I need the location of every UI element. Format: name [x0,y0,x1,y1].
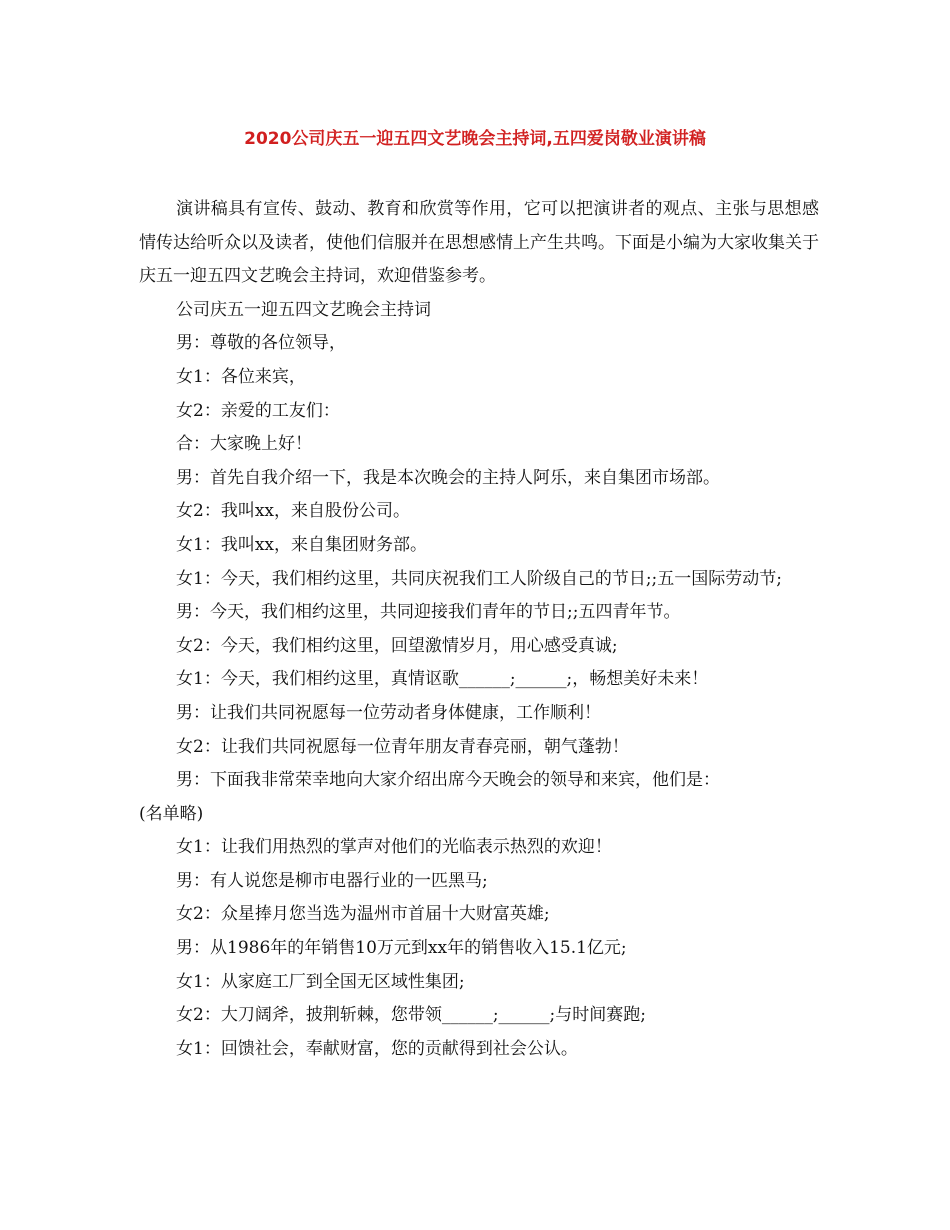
script-line: 男：让我们共同祝愿每一位劳动者身体健康，工作顺利！ [176,702,601,723]
document-title: 2020公司庆五一迎五四文艺晚会主持词,五四爱岗敬业演讲稿 [244,129,706,149]
script-line: 女1：让我们用热烈的掌声对他们的光临表示热烈的欢迎！ [176,837,612,858]
section-heading: 公司庆五一迎五四文艺晚会主持词 [176,299,431,320]
script-line: 男：首先自我介绍一下，我是本次晚会的主持人阿乐，来自集团市场部。 [176,467,720,488]
document-body [139,193,819,1066]
script-line: 女2：今天，我们相约这里，回望激情岁月，用心感受真诚; [176,635,618,656]
script-line: 男：有人说您是柳市电器行业的一匹黑马; [176,870,488,891]
script-line: 女1：各位来宾， [176,366,306,387]
intro-paragraph: 演讲稿具有宣传、鼓动、教育和欣赏等作用，它可以把演讲者的观点、主张与思想感情传达给听众以及读者，使他们信服并在思想感情上产生共鸣。下面是小编为大家收集关于庆五一迎五四文艺晚会主持词，欢迎借鉴参考。 [139,199,819,287]
script-line: 男：今天，我们相约这里，共同迎接我们青年的节日;;五四青年节。 [176,602,681,623]
script-line: 女2：大刀阔斧，披荆斩棘，您带领______;______;与时间赛跑; [176,1005,646,1026]
script-line: 女1：今天，我们相约这里，真情讴歌______;______;，畅想美好未来！ [176,669,709,690]
script-line: 女1：今天，我们相约这里，共同庆祝我们工人阶级自己的节日;;五一国际劳动节; [176,568,782,589]
script-line: 女1：我叫xx，来自集团财务部。 [176,534,427,555]
script-line: 女2：众星捧月您当选为温州市首届十大财富英雄; [176,904,550,925]
script-line: 男：尊敬的各位领导， [176,333,346,354]
script-line: 女2：亲爱的工友们： [176,400,340,421]
script-line: 女2：让我们共同祝愿每一位青年朋友青春亮丽，朝气蓬勃！ [176,736,629,757]
script-line: (名单略) [139,803,204,824]
script-line: 女2：我叫xx，来自股份公司。 [176,501,410,522]
script-line: 男：从1986年的年销售10万元到xx年的销售收入15.1亿元; [176,938,627,959]
script-line: 女1：从家庭工厂到全国无区域性集团; [176,971,465,992]
script-line: 女1：回馈社会，奉献财富，您的贡献得到社会公认。 [176,1038,578,1059]
script-line: 男：下面我非常荣幸地向大家介绍出席今天晚会的领导和来宾，他们是： [176,770,720,791]
script-line: 合：大家晚上好！ [176,434,312,455]
